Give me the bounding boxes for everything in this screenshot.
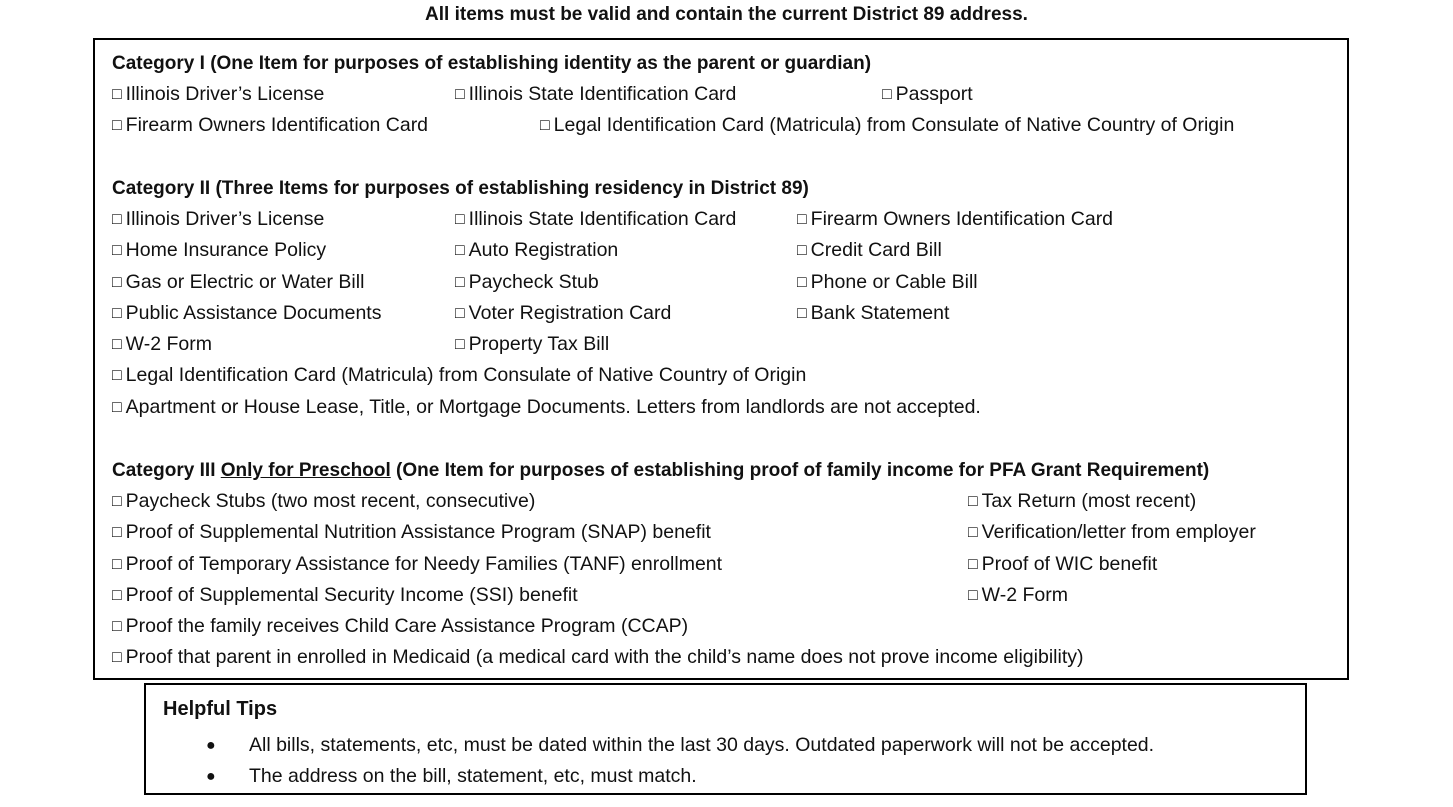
category-1-row — [112, 110, 1342, 141]
category-2-heading: Category II (Three Items for purposes of establishing residency in District 89) — [112, 178, 809, 199]
category-3-row — [112, 549, 1342, 580]
category-3-row — [112, 517, 1342, 548]
checkbox-icon[interactable]: □ — [455, 242, 465, 260]
checklist-item[interactable]: □ Verification/letter from employer — [968, 521, 1256, 544]
checklist-item[interactable]: □ W-2 Form — [112, 333, 212, 356]
checkbox-icon[interactable]: □ — [112, 242, 122, 260]
checklist-item[interactable]: □ Tax Return (most recent) — [968, 490, 1197, 512]
checkbox-icon[interactable]: □ — [112, 524, 122, 542]
checklist-item[interactable]: □ Illinois Driver’s License — [112, 83, 325, 105]
preschool-only-note: Only for Preschool — [220, 460, 391, 481]
checklist-item[interactable]: □ Legal Identification Card (Matricula) from Consulate of Native Country of Origin — [540, 114, 1235, 137]
checklist-item[interactable]: □ Voter Registration Card — [455, 301, 672, 324]
helpful-tips-title: Helpful Tips — [163, 698, 278, 720]
page-title: All items must be valid and contain the current District 89 address. — [425, 4, 1028, 25]
category-3-row — [112, 580, 1342, 611]
category-2-row — [112, 329, 1342, 360]
checklist-item[interactable]: □ Proof that parent in enrolled in Medicaid (a medical card with the child’s name does not prove income eligibility) — [112, 646, 1084, 669]
checklist-item[interactable]: □ Firearm Owners Identification Card — [112, 114, 429, 137]
checklist-item[interactable]: □ Illinois State Identification Card — [455, 208, 737, 230]
checkbox-icon[interactable]: □ — [968, 586, 978, 604]
category-1-row — [112, 79, 1342, 110]
checkbox-icon[interactable]: □ — [455, 336, 465, 354]
category-3-row — [112, 642, 1342, 673]
checkbox-icon[interactable]: □ — [797, 304, 807, 322]
checklist-item[interactable]: □ Property Tax Bill — [455, 333, 610, 356]
checkbox-icon[interactable]: □ — [112, 649, 122, 667]
checkbox-icon[interactable]: □ — [112, 273, 122, 291]
checklist-item[interactable]: □ Home Insurance Policy — [112, 239, 327, 262]
category-1-heading: Category I (One Item for purposes of establishing identity as the parent or guardian) — [112, 53, 872, 74]
checkbox-icon[interactable]: □ — [112, 586, 122, 604]
checklist-item[interactable]: □ Apartment or House Lease, Title, or Mortgage Documents. Letters from landlords are not accepted. — [112, 395, 981, 418]
checkbox-icon[interactable]: □ — [112, 86, 122, 103]
category-2-row — [112, 267, 1342, 298]
category-3-row — [112, 611, 1342, 642]
checkbox-icon[interactable]: □ — [455, 273, 465, 291]
checkbox-icon[interactable]: □ — [968, 524, 978, 542]
category-2-row — [112, 360, 1342, 391]
checkbox-icon[interactable]: □ — [797, 211, 807, 228]
checkbox-icon[interactable]: □ — [968, 493, 978, 510]
checklist-item[interactable]: □ Proof of Supplemental Nutrition Assistance Program (SNAP) benefit — [112, 521, 711, 544]
checklist-item[interactable]: □ Illinois State Identification Card — [455, 83, 737, 105]
category-1-section — [112, 48, 1342, 142]
checkbox-icon[interactable]: □ — [112, 493, 122, 510]
checklist-item[interactable]: □ Passport — [882, 83, 973, 105]
category-2-section — [112, 173, 1342, 423]
category-2-row — [112, 204, 1342, 235]
checklist-item[interactable]: □ Auto Registration — [455, 239, 619, 262]
category-3-row — [112, 486, 1342, 517]
checkbox-icon[interactable]: □ — [112, 304, 122, 322]
checkbox-icon[interactable]: □ — [112, 211, 122, 228]
category-2-row — [112, 235, 1342, 266]
category-3-section — [112, 455, 1342, 674]
checkbox-icon[interactable]: □ — [112, 117, 122, 135]
category-2-row — [112, 392, 1342, 423]
checkbox-icon[interactable]: □ — [112, 336, 122, 354]
checklist-item[interactable]: □ Phone or Cable Bill — [797, 270, 978, 293]
checklist-item[interactable]: □ Paycheck Stubs (two most recent, consecutive) — [112, 490, 536, 512]
checkbox-icon[interactable]: □ — [968, 555, 978, 573]
checklist-item[interactable]: □ Credit Card Bill — [797, 239, 942, 262]
checkbox-icon[interactable]: □ — [797, 242, 807, 260]
helpful-tips-box: Helpful Tips ● All bills, statements, etc, must be dated within the last 30 days. Outdated paperwork will not be accepted. ● The address on the bill, statement, etc, must match. — [144, 683, 1307, 795]
checkbox-icon[interactable]: □ — [112, 367, 122, 385]
checklist-item[interactable]: □ Proof of Supplemental Security Income (SSI) benefit — [112, 583, 578, 606]
checkbox-icon[interactable]: □ — [540, 117, 550, 135]
checklist-item[interactable]: □ Bank Statement — [797, 301, 950, 324]
category-2-row — [112, 298, 1342, 329]
checklist-item[interactable]: □ Illinois Driver’s License — [112, 208, 325, 230]
checkbox-icon[interactable]: □ — [455, 86, 465, 103]
checkbox-icon[interactable]: □ — [797, 273, 807, 291]
checkbox-icon[interactable]: □ — [112, 398, 122, 416]
bullet-icon: ● — [206, 768, 216, 785]
bullet-icon: ● — [206, 737, 216, 754]
checklist-item[interactable]: □ Firearm Owners Identification Card — [797, 208, 1114, 230]
requirements-box — [93, 38, 1349, 680]
checklist-item[interactable]: □ Public Assistance Documents — [112, 301, 382, 324]
checkbox-icon[interactable]: □ — [112, 618, 122, 636]
checkbox-icon[interactable]: □ — [882, 86, 892, 103]
checkbox-icon[interactable]: □ — [112, 555, 122, 573]
checklist-item[interactable]: □ Proof the family receives Child Care Assistance Program (CCAP) — [112, 615, 689, 638]
checklist-item[interactable]: □ W-2 Form — [968, 583, 1068, 606]
category-3-heading: Category III Only for Preschool (One Item for purposes of establishing proof of family income for PFA Grant Requirement) — [112, 460, 1210, 481]
checklist-item[interactable]: □ Legal Identification Card (Matricula) from Consulate of Native Country of Origin — [112, 364, 807, 387]
checkbox-icon[interactable]: □ — [455, 211, 465, 228]
checklist-item[interactable]: □ Paycheck Stub — [455, 270, 599, 293]
checklist-item[interactable]: □ Proof of Temporary Assistance for Needy Families (TANF) enrollment — [112, 552, 723, 575]
checklist-item[interactable]: □ Proof of WIC benefit — [968, 552, 1158, 575]
checkbox-icon[interactable]: □ — [455, 304, 465, 322]
checklist-item[interactable]: □ Gas or Electric or Water Bill — [112, 270, 365, 293]
